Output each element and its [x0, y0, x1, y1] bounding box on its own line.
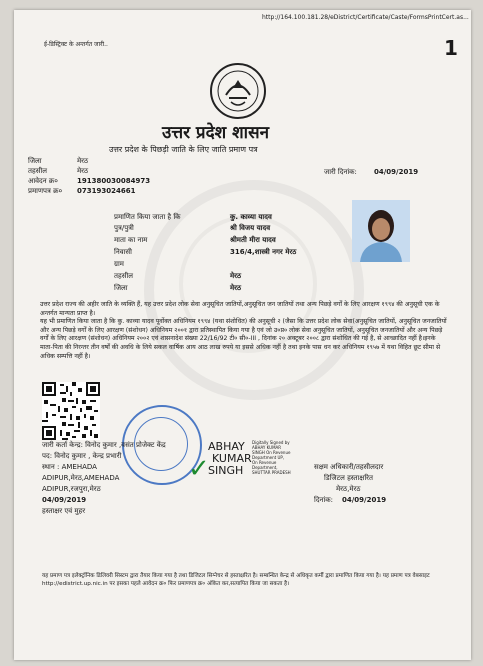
sig-name-2: KUMAR	[212, 452, 252, 465]
issuer-address-1: ADIPUR,मेरठ,AMEHADA	[42, 474, 120, 482]
meta-cert-no-label: प्रमाणपत्र क्र०	[28, 187, 63, 195]
issuer-sign-label: हस्ताक्षर एवं मुहर	[42, 507, 86, 515]
issuer-date: 04/09/2019	[42, 496, 87, 504]
officer-date-label: दिनांक:	[314, 496, 333, 504]
paragraph-creamy-layer: यह भी प्रमाणित किया जाता है कि कु. काव्या यादव पूर्वोक्त अधिनियम १९९४ (यथा संशोधित) की अनुसूची २ (जैसा कि उत्तर प्रदेश लोक सेवा(अनुसूचित जातियों, अनुसूचित जनजातियों और अन्य पिछड़े वर्गों के लिए आरक्षण (संशोधन) अधिनियम २००१ द्वारा प्रतिस्थापित किया गया है एवं जो उ०प्र० लोक सेवा अनुसूचित जातियों, अनुसूचित जनजातियों और अन्य पिछड़े वर्गों के लिए आरक्षण (संशोधन) अधिनियम २००२ एवं शासनादेश संख्या 22/16/92 टी० सी०-III , दिनांक २० अक्टूबर २००८ द्वारा संशोधित की गई है, से आच्छादित नहीं है।इनके माता-पिता की निरन्तर तीन वर्षों की अवधि के लिये सकल वार्षिक आय आठ लाख रुपये या इससे अधिक नहीं है तथा इनके पास धन कर अधिनियम १९५७ में यथा विहित छूट सीमा से अधिक सम्पत्ति नहीं है।	[40, 318, 447, 360]
officer-place: मेरठ,मेरठ	[336, 485, 361, 493]
footer-note: यह प्रमाण पत्र इलेक्ट्रॉनिक डिलिवरी सिस्टम द्वारा तैयार किया गया है तथा डिजिटल सिग्नेचर से हस्ताक्षरित है। सम्बन्धित केन्द्र से अधिकृत कर्मी द्वारा प्रमाणित किया गया है। यह प्रमाण पत्र वेबसाइट http://edistrict.up.nic.in पर इसका पहले आवेदन क्र० फिर प्रमाणपत्र क्र० अंकित कर,सत्यापित किया जा सकता है।	[42, 573, 430, 587]
officer-title: सक्षम अधिकारी/तहसीलदार	[314, 463, 384, 471]
issue-date-label: जारी दिनांक:	[324, 168, 357, 176]
issuer-address-2: ADIPUR,रजपुरा,मेरठ	[42, 485, 101, 493]
parent-label: पुत्र/पुत्री	[114, 224, 134, 232]
certify-value: कु. काव्या यादव	[230, 213, 272, 221]
up-govt-emblem-icon	[209, 62, 267, 120]
person-photo-icon	[352, 200, 410, 262]
resident-label: निवासी	[114, 248, 132, 256]
resident-value: 316/4,शास्त्री नगर मेरठ	[230, 248, 297, 256]
village-label: ग्राम	[114, 260, 124, 268]
meta-app-no-value: 191380030084973	[77, 177, 151, 185]
corner-mark: 1	[444, 36, 458, 60]
sig-details: Digitally Signed by ABHAY KUMAR SINGH On Revenue Department UP, On Revenue Department, SHUTTAR PRADESH	[252, 440, 291, 475]
meta-district-value: मेरठ	[77, 157, 89, 165]
header-note: ई-डिस्ट्रिक्ट के अन्तर्गत जारी..	[44, 41, 108, 48]
signature-valid-check-icon: ✓	[188, 454, 210, 484]
applicant-photo	[352, 200, 410, 262]
meta-tehsil-value: मेरठ	[77, 167, 89, 175]
meta-district-label: जिला	[28, 157, 42, 165]
issuer-place: स्थान : AMEHADA	[42, 463, 97, 471]
certificate-body	[40, 301, 450, 361]
details-tehsil-value: मेरठ	[230, 272, 242, 280]
details-district-value: मेरठ	[230, 284, 242, 292]
certificate-page	[14, 10, 471, 660]
qr-code	[42, 382, 100, 440]
issue-date-value: 04/09/2019	[374, 168, 419, 176]
sig-name-3: SINGH	[208, 464, 244, 477]
meta-cert-no-value: 073193024661	[77, 187, 136, 195]
parent-value: श्री विजय यादव	[230, 224, 271, 232]
officer-date-value: 04/09/2019	[342, 496, 387, 504]
meta-tehsil-label: तहसील	[28, 167, 47, 175]
print-url: http://164.100.181.28/eDistrict/Certificate/Caste/FormsPrintCert.as...	[262, 14, 469, 21]
issuer-center: जारी कर्ता केन्द्र: विनोद कुमार ,वसंत प्रोजेक्ट केंद्र	[42, 441, 166, 449]
page-title: उत्तर प्रदेश शासन	[162, 123, 270, 143]
meta-app-no-label: आवेदन क्र०	[28, 177, 58, 185]
certify-label: प्रमाणित किया जाता है कि	[114, 213, 181, 221]
mother-value: श्रीमती मीरा यादव	[230, 236, 276, 244]
details-tehsil-label: तहसील	[114, 272, 133, 280]
details-district-label: जिला	[114, 284, 128, 292]
issuer-post: पद: विनोद कुमार , केन्द्र प्रभारी	[42, 452, 122, 460]
mother-label: माता का नाम	[114, 236, 148, 244]
officer-sub: डिजिटल हस्ताक्षरित	[324, 474, 373, 482]
paragraph-caste: उत्तर प्रदेश राज्य की अहीर जाति के व्यक्ति हैं, यह उत्तर प्रदेश लोक सेवा अनुसूचित जातियों,अनुसूचित जन जातियों तथा अन्य पिछड़े वर्गों के लिए आरक्षण १९९४ की अनुसूची एक के अन्तर्गत मान्यता प्राप्त है।	[40, 301, 440, 317]
page-subtitle: उत्तर प्रदेश के पिछड़ी जाति के लिए जाति प्रमाण पत्र	[109, 145, 258, 154]
sig-name-1: ABHAY	[208, 440, 245, 453]
